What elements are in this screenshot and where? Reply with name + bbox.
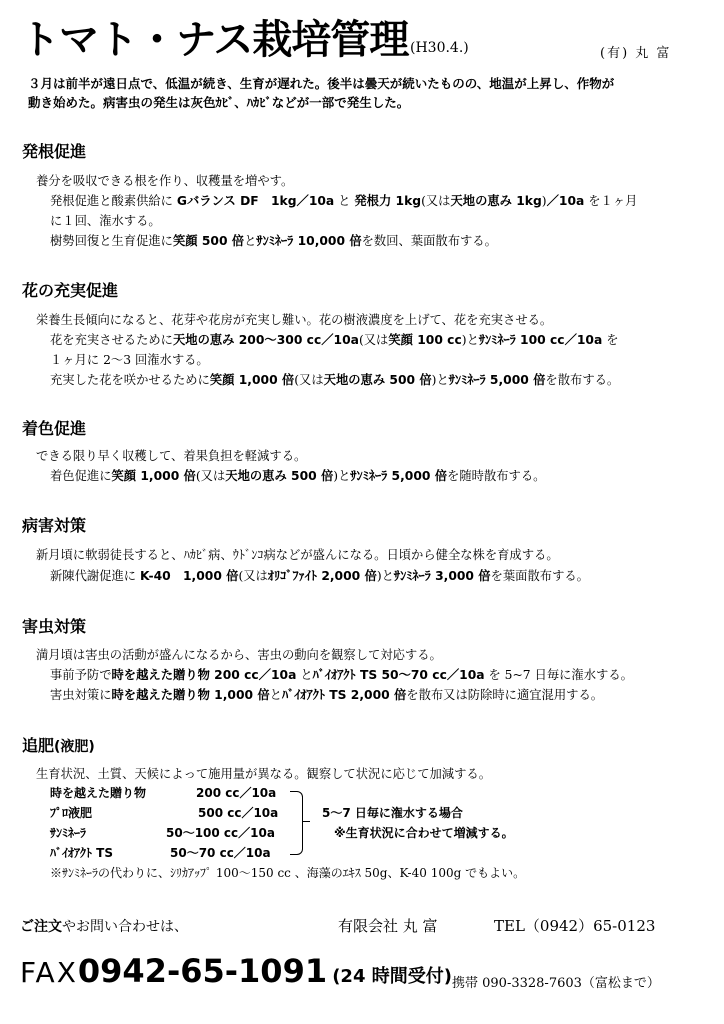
product-sanminera: ｻﾝﾐﾈｰﾗ 5,000 倍 [448, 373, 546, 387]
heading-coloring: 着色促進 [22, 419, 87, 438]
fax-hours: (24 時間受付) [332, 966, 452, 987]
text: と [269, 688, 282, 702]
fax-label: FAX [20, 956, 78, 989]
disease-line-1: 新月頃に軟弱徒長すると、ﾊｶﾋﾞ病、ｳﾄﾞﾝｺ病などが盛んになる。日頃から健全な株を育成する。 [36, 548, 559, 562]
heading-rooting: 発根促進 [22, 142, 87, 161]
order-bold: ご注文 [20, 919, 62, 935]
product-tokiwokoeta: 時を越えた贈り物 200 cc／10a [111, 668, 297, 682]
fertilizer-line-1: 生育状況、土質、天候によって施用量が異なる。観察して状況に応じて加減する。 [36, 767, 491, 781]
bracket [290, 791, 303, 855]
flower-line-3: １ヶ月に 2～3 回潅水する。 [50, 353, 209, 367]
product-sanminera: ｻﾝﾐﾈｰﾗ 10,000 倍 [256, 234, 362, 248]
rooting-line-4 [50, 231, 497, 251]
company-name: 有限会社 丸 富 [338, 917, 438, 935]
text: を散布する。 [545, 373, 620, 387]
pest-line-1: 満月頃は害虫の活動が盛んになるから、害虫の動向を観察して対応する。 [36, 648, 442, 662]
order-inquiry [20, 916, 188, 936]
text: )と [333, 469, 351, 483]
product-egao: 笑顔 1,000 倍 [111, 469, 196, 483]
product-tenchi: 天地の恵み 200～300 cc／10a [172, 333, 359, 347]
mobile-number: 携帯 090-3328-7603（富松まで） [452, 976, 660, 991]
rooting-line-2 [50, 191, 637, 211]
fert-note-2: ※生育状況に合わせて増減する。 [334, 826, 514, 840]
text: ) [541, 194, 547, 208]
intro-line-2: 動き始めた。病害虫の発生は灰色ｶﾋﾞ、ﾊｶﾋﾞなどが一部で発生した。 [28, 95, 410, 110]
heading-main: 追肥 [22, 736, 55, 755]
rooting-line-3: に１回、潅水する。 [50, 214, 161, 228]
product-tenchi: 天地の恵み 1kg [450, 194, 542, 208]
fax-line [20, 952, 452, 990]
intro-line-1: ３月は前半が遠日点で、低温が続き、生育が遅れた。後半は曇天が続いたものの、地温が上昇し、作物が [28, 76, 615, 91]
text: )と [461, 333, 479, 347]
product-egao: 笑顔 100 cc [388, 333, 462, 347]
bracket-tick [302, 821, 310, 822]
text: 事前予防で [50, 668, 112, 682]
fax-number: 0942-65-1091 [77, 952, 328, 990]
product-tenchi: 天地の恵み 500 倍 [323, 373, 432, 387]
text: を葉面散布する。 [490, 569, 589, 583]
text: を１ヶ月 [584, 194, 638, 208]
text: 害虫対策に [50, 688, 112, 702]
text: を [602, 333, 619, 347]
fert-row-4-amount: 50～70 cc／10a [170, 846, 271, 860]
text: と [334, 194, 355, 208]
fert-row-3-amount: 50～100 cc／10a [166, 826, 275, 840]
flower-line-1: 栄養生長傾向になると、花芽や花房が充実し難い。花の樹液濃度を上げて、花を充実させる。 [36, 313, 553, 327]
text: 樹勢回復と生育促進に [50, 234, 173, 248]
text: (又は [421, 194, 451, 208]
intro-paragraph [28, 74, 698, 112]
product-tokiwokoeta: 時を越えた贈り物 1,000 倍 [111, 688, 270, 702]
fert-row-2-amount: 500 cc／10a [198, 806, 279, 820]
rooting-line-1: 養分を吸収できる根を作り、収穫量を増やす。 [36, 174, 294, 188]
fert-footnote: ※ｻﾝﾐﾈｰﾗの代わりに、ｼﾘｶｱｯﾌﾟ 100～150 cc 、海藻のｴｷｽ 50g、K-40 100g でもよい。 [50, 866, 526, 880]
product-sanminera: ｻﾝﾐﾈｰﾗ 5,000 倍 [350, 469, 448, 483]
text: 新陳代謝促進に [50, 569, 140, 583]
text: 発根促進と酸素供給に [50, 194, 177, 208]
text: 花を充実させるために [50, 333, 173, 347]
product-egao: 笑顔 500 倍 [172, 234, 245, 248]
flower-line-4 [50, 370, 619, 390]
heading-fertilizer [22, 736, 95, 757]
text: (又は [195, 469, 226, 483]
product-sanminera: ｻﾝﾐﾈｰﾗ 100 cc／10a [478, 333, 603, 347]
order-rest: やお問い合わせは、 [62, 919, 188, 935]
fert-row-1-name: 時を越えた贈り物 [50, 786, 147, 800]
flower-line-2 [50, 330, 619, 350]
text: を 5~7 日毎に潅水する。 [484, 668, 633, 682]
pest-line-2 [50, 665, 633, 685]
fert-row-1-amount: 200 cc／10a [196, 786, 277, 800]
text: を随時散布する。 [447, 469, 546, 483]
product-bioact: ﾊﾞｲｵｱｸﾄ TS 50～70 cc／10a [312, 668, 485, 682]
product-hakkon: 発根力 1kg [354, 194, 422, 208]
product-k40: K-40 1,000 倍 [140, 569, 239, 583]
text: (又は [294, 373, 324, 387]
product-oligophyte: ｵﾘｺﾞﾌｧｲﾄ 2,000 倍 [267, 569, 377, 583]
product-egao: 笑顔 1,000 倍 [209, 373, 295, 387]
company-name-top: (有) 丸 富 [600, 46, 672, 61]
fert-row-4-name: ﾊﾞｲｵｱｸﾄ TS [50, 846, 114, 860]
product-bioact: ﾊﾞｲｵｱｸﾄ TS 2,000 倍 [281, 688, 407, 702]
text: を数回、葉面散布する。 [361, 234, 497, 248]
product-gbalance: Gバランス DF 1kg／10a [176, 194, 335, 208]
tel-number: TEL（0942）65-0123 [494, 917, 656, 935]
text: と [244, 234, 257, 248]
text: (又は [238, 569, 268, 583]
heading-flower: 花の充実促進 [22, 281, 119, 300]
product-tenchi: 天地の恵み 500 倍 [225, 469, 334, 483]
heading-sub: (液肥) [54, 739, 95, 755]
fert-row-2-name: ﾌﾟﾛ液肥 [50, 806, 93, 820]
text: と [296, 668, 313, 682]
fert-note-1: 5～7 日毎に潅水する場合 [322, 806, 463, 820]
heading-disease: 病害対策 [22, 516, 87, 535]
coloring-line-2 [50, 466, 545, 486]
text: を散布又は防除時に適宜混用する。 [406, 688, 604, 702]
issue-date: (H30.4.) [410, 40, 469, 56]
text: )と [431, 373, 449, 387]
fert-row-3-name: ｻﾝﾐﾈｰﾗ [50, 826, 87, 840]
page-title: トマト・ナス栽培管理 [20, 17, 409, 63]
coloring-line-1: できる限り早く収穫して、着果負担を軽減する。 [36, 449, 307, 463]
text: 充実した花を咲かせるために [50, 373, 210, 387]
text: )と [376, 569, 394, 583]
dose: ／10a [546, 194, 585, 208]
heading-pest: 害虫対策 [22, 617, 87, 636]
text: 着色促進に [50, 469, 112, 483]
disease-line-2 [50, 566, 589, 586]
product-sanminera: ｻﾝﾐﾈｰﾗ 3,000 倍 [393, 569, 491, 583]
text: (又は [358, 333, 389, 347]
pest-line-3 [50, 685, 603, 705]
